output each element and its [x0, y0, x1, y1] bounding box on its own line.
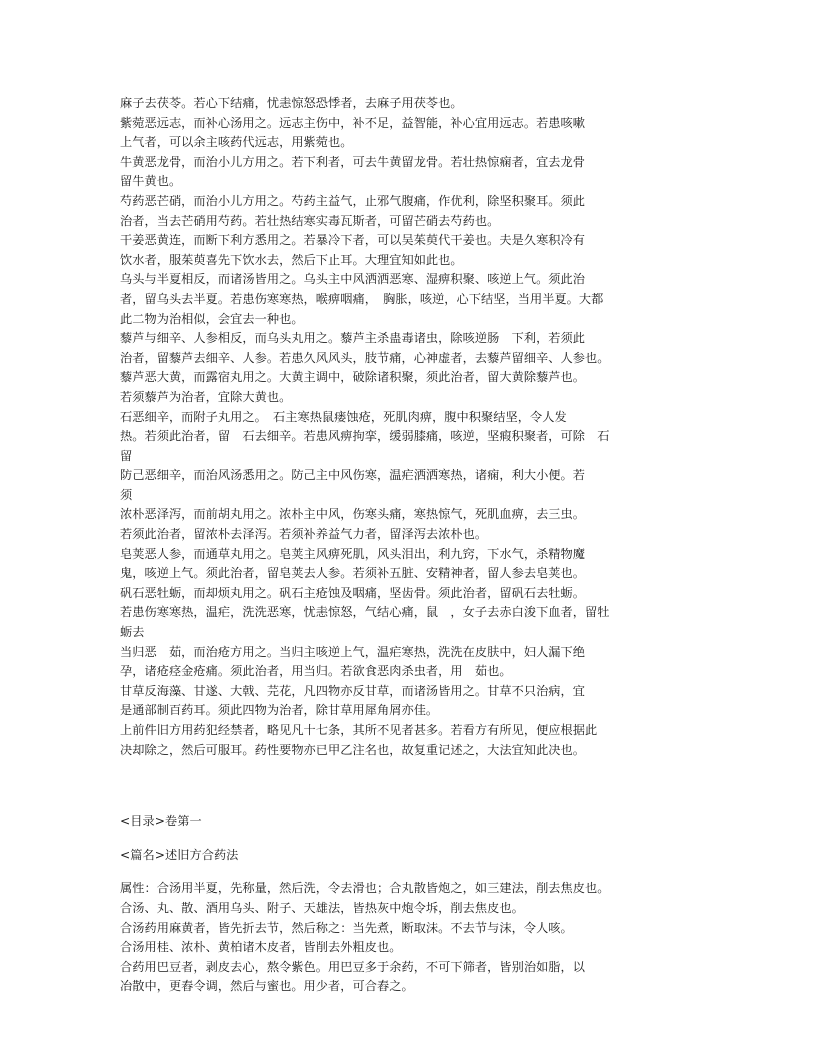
- text-line: 芍药恶芒硝，而治小儿方用之。芍药主益气，止邪气腹痛，作优利，除坚积聚耳。须此: [120, 193, 586, 208]
- chapter-heading: <篇名>述旧方合药法: [120, 847, 239, 862]
- text-line: 紫菀恶远志，而补心汤用之。远志主伤中，补不足，益智能，补心宜用远志。若患咳嗽: [120, 115, 586, 130]
- text-line: 若须此治者，留浓朴去泽泻。若须补养益气力者，留泽泻去浓朴也。: [120, 527, 488, 542]
- text-line: 合汤、丸、散、酒用乌头、附子、天雄法，皆热灰中炮令坼，削去焦皮也。: [120, 900, 524, 915]
- text-line: 留: [120, 448, 133, 463]
- text-line: 乌头与半夏相反，而诸汤皆用之。乌头主中风洒洒恶寒、湿痹积聚、咳逆上气。须此治: [120, 272, 586, 287]
- text-line: 甘草反海藻、甘遂、大戟、芫花，凡四物亦反甘草，而诸汤皆用之。甘草不只治病，宜: [120, 683, 586, 698]
- text-line: 冶散中，更舂令调，然后与蜜也。用少者，可合舂之。: [120, 979, 414, 994]
- text-line: 上前件旧方用药犯经禁者，略见凡十七条，其所不见者甚多。若看方有所见，便应根据此: [120, 723, 598, 737]
- text-line: 防己恶细辛，而治风汤悉用之。防己主中风伤寒，温疟洒洒寒热，诸痫，利大小便。若: [120, 468, 586, 483]
- text-line: 浓朴恶泽泻，而前胡丸用之。浓朴主中风，伤寒头痛，寒热惊气，死肌血痹，去三虫。: [120, 507, 586, 522]
- text-line: 藜芦恶大黄，而露宿丸用之。大黄主调中，破除诸积聚，须此治者，留大黄除藜芦也。: [120, 370, 586, 385]
- section-preparation-methods: [120, 879, 700, 997]
- text-line: 若患伤寒寒热，温疟，洗洗恶寒，忧恚惊怒，气结心痛，鼠 ，女子去赤白浚下血者，留牡: [120, 605, 610, 620]
- text-line: 当归恶 茹，而治疮方用之。当归主咳逆上气，温疟寒热，洗洗在皮肤中，妇人漏下绝: [120, 644, 586, 659]
- text-line: 麻子去茯苓。若心下结痛，忧恚惊怒恐悸者，去麻子用茯苓也。: [120, 96, 463, 110]
- text-line: 须: [120, 487, 133, 502]
- text-line: 者，留乌头去半夏。若患伤寒寒热，喉痹咽痛， 胸胀，咳逆，心下结坚，当用半夏。大都: [120, 291, 604, 306]
- text-line: 合汤药用麻黄者，皆先折去节，然后称之：当先煮，断取沫。不去节与沫，令人咳。: [120, 920, 573, 935]
- document-page: [120, 94, 700, 997]
- text-line: 决却除之，然后可服耳。药性要物亦已甲乙注名也，故复重记述之，大法宜知此决也。: [120, 742, 586, 757]
- text-line: 孕，诸疮痉金疮痛。须此治者，用当归。若欲食恶肉杀虫者，用 茹也。: [120, 664, 512, 679]
- text-line: 饮水者，服茱萸喜先下饮水去，然后下止耳。大理宜知如此也。: [120, 252, 463, 267]
- text-line: 藜芦与细辛、人参相反，而乌头丸用之。藜芦主杀蛊毒诸虫，除咳逆肠 下利，若须此: [120, 331, 586, 346]
- text-line: 留牛黄也。: [120, 174, 182, 189]
- text-line: 治者，当去芒硝用芍药。若壮热结寒实毒瓦斯者，可留芒硝去芍药也。: [120, 213, 500, 228]
- text-line: 皂荚恶人参，而通草丸用之。皂荚主风痹死肌，风头泪出，利九窍，下水气，杀精物魔: [120, 546, 586, 561]
- text-line: 牛黄恶龙骨，而治小儿方用之。若下利者，可去牛黄留龙骨。若壮热惊痫者，宜去龙骨: [120, 154, 586, 169]
- catalog-heading: <目录>卷第一: [120, 814, 202, 829]
- section-medicine-conflicts: [120, 94, 700, 760]
- text-line: 属性：合汤用半夏，先称量，然后洗，令去滑也；合丸散皆炮之，如三建法，削去焦皮也。: [120, 881, 610, 896]
- text-line: 此二物为治相似，会宜去一种也。: [120, 311, 304, 326]
- text-line: 是通部制百药耳。须此四物为治者，除甘草用犀角屑亦佳。: [120, 703, 439, 718]
- text-line: 治者，留藜芦去细辛、人参。若患久风风头，肢节痛，心神虚者，去藜芦留细辛、人参也。: [120, 350, 610, 365]
- text-line: 热。若须此治者，留 石去细辛。若患风痹拘挛，缓弱膝痛，咳逆，坚瘕积聚者，可除 石: [120, 429, 610, 444]
- text-line: 若须藜芦为治者，宜除大黄也。: [120, 389, 292, 404]
- text-line: 合汤用桂、浓朴、黄柏诸木皮者，皆削去外粗皮也。: [120, 940, 402, 955]
- text-line: 干姜恶黄连，而断下利方悉用之。若暴冷下者，可以吴茱萸代干姜也。夫是久寒积冷有: [120, 233, 586, 248]
- text-line: 蛎去: [120, 625, 145, 640]
- text-line: 上气者，可以余主咳药代远志，用紫菀也。: [120, 135, 353, 150]
- text-line: 鬼，咳逆上气。须此治者，留皂荚去人参。若须补五脏、安精神者，留人参去皂荚也。: [120, 566, 586, 581]
- text-line: 矾石恶牡蛎，而却烦丸用之。矾石主疮蚀及咽痛，坚齿骨。须此治者，留矾石去牡蛎。: [120, 585, 586, 600]
- text-line: 合药用巴豆者，剥皮去心，熬令紫色。用巴豆多于余药，不可下筛者，皆别治如脂，以: [120, 959, 586, 974]
- text-line: 石恶细辛，而附子丸用之。 石主寒热鼠瘘蚀疮，死肌肉痹，腹中积聚结坚，令人发: [120, 409, 567, 424]
